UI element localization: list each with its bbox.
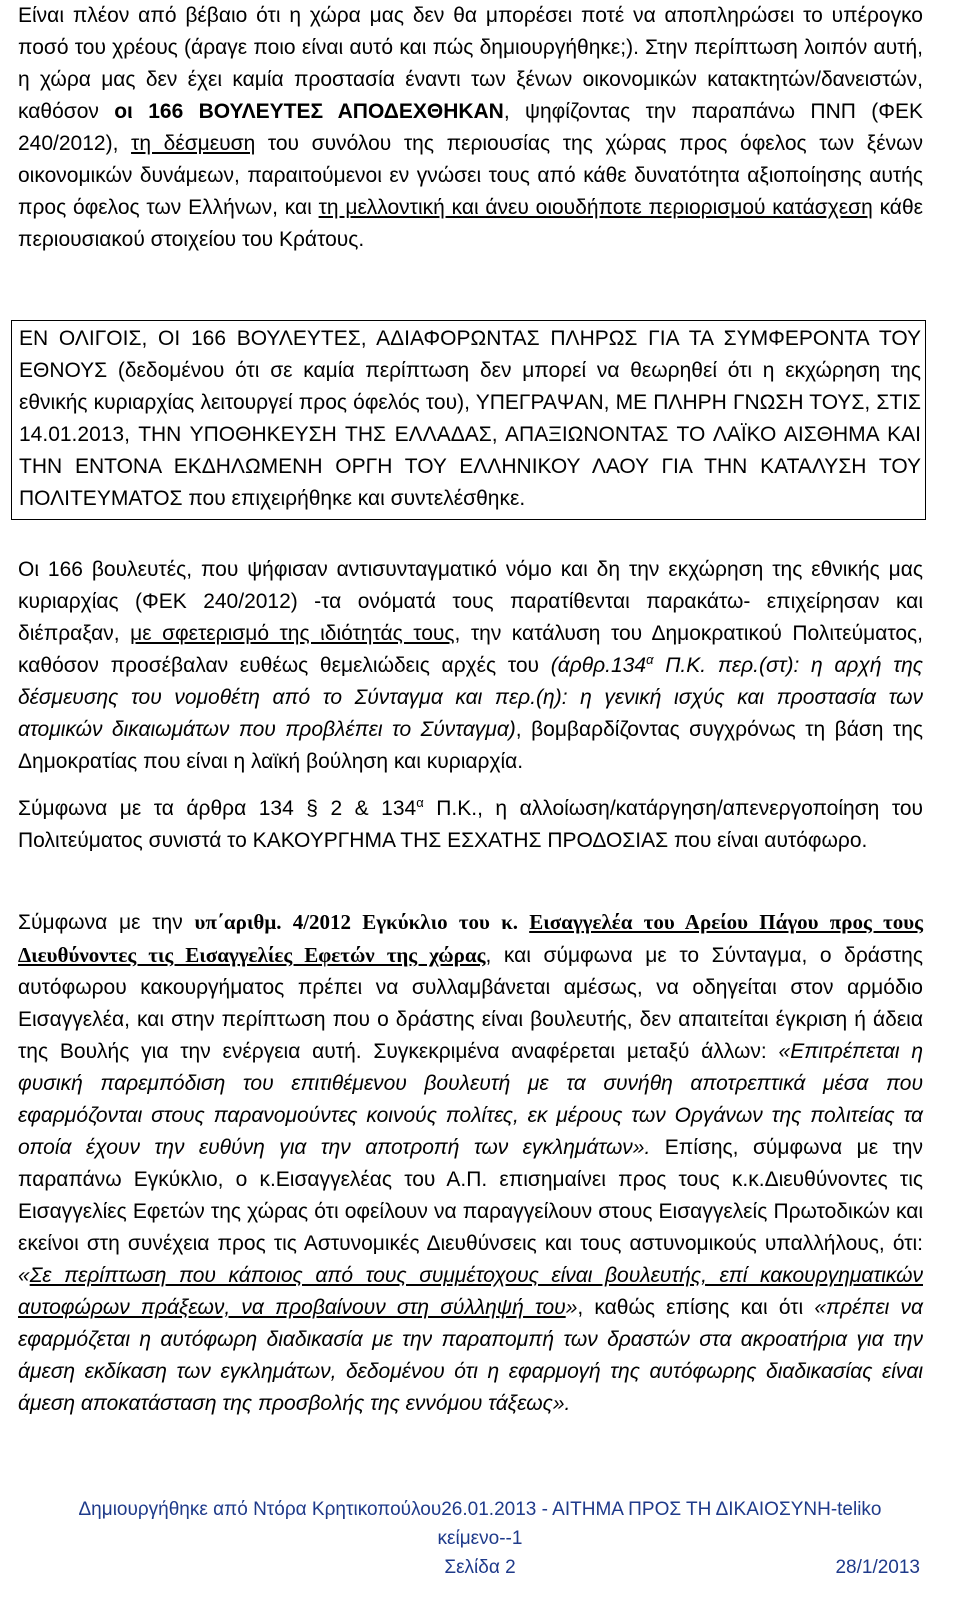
p2-text-c: ΥΠΕΓΡΑΨΑΝ, ΜΕ ΠΛΗΡΗ ΓΝΩΣΗ ΤΟΥΣ, ΣΤΙΣ 14.01.2013, ΤΗΝ ΥΠΟΘΗΚΕΥΣΗ ΤΗΣ ΕΛΛΑΔΑΣ, ΑΠΑΞΙΩΝΟΝΤΑΣ ΤΟ ΛΑΪΚΟ ΑΙΣΘΗΜΑ ΚΑΙ ΤΗΝ ΕΝΤΟΝΑ ΕΚΔΗΛΩΜΕΝΗ ΟΡΓΗ ΤΟΥ ΕΛΛΗΝΙΚΟΥ ΛΑΟΥ ΓΙΑ ΤΗΝ ΚΑΤΑΛΥΣΗ ΤΟΥ ΠΟΛΙΤΕΥΜΑΤΟΣ	[19, 391, 921, 510]
p3-superscript: α	[646, 652, 654, 667]
paragraph-3	[18, 554, 923, 778]
p3-italic-article: (άρθρ.134	[550, 654, 647, 677]
p1-text-g: κάθε περιουσιακού στοιχείου του Κράτους.	[18, 196, 923, 251]
p3-underlined-usurpation: με σφετερισμό της ιδιότητάς τους	[130, 622, 455, 645]
p5-text-a: Σύμφωνα με την	[18, 911, 195, 934]
p4-superscript: α	[416, 795, 424, 810]
paragraph-2	[19, 323, 921, 515]
p5-quote-close: »	[565, 1296, 578, 1319]
p5-bold-circular: υπ΄αριθμ. 4/2012 Εγκύκλιο του κ.	[194, 910, 530, 934]
p2-text-a: ΕΝ ΟΛΙΓΟΙΣ, ΟΙ 166 ΒΟΥΛΕΥΤΕΣ, ΑΔΙΑΦΟΡΩΝΤΑΣ ΠΛΗΡΩΣ ΓΙΑ ΤΑ ΣΥΜΦΕΡΟΝΤΑ ΤΟΥ ΕΘΝΟΥΣ	[19, 327, 921, 382]
p2-text-b: (δεδομένου ότι σε καμία περίπτωση δεν μπορεί να θεωρηθεί ότι η εκχώρηση της εθνικής κυριαρχίας λειτουργεί προς όφελός του),	[19, 359, 921, 414]
p5-text-j: , καθώς επίσης και ότι	[577, 1296, 815, 1319]
p5-italic-quote-2: «πρέπει να εφαρμόζεται η αυτόφωρη διαδικασία με την παραπομπή των δραστών στα ακροατήρια για την άμεση εκδίκαση των εγκλημάτων, δεδομένου ότι η εφαρμογή της αυτόφωρης διαδικασίας είναι άμεση αποκατάσταση της προσβολής της εννόμου τάξεως».	[18, 1296, 923, 1415]
footer-date: 28/1/2013	[835, 1557, 920, 1578]
footer-page-number: Σελίδα 2	[444, 1557, 516, 1578]
p5-italic-quote-1: «Επιτρέπεται η φυσική παρεμπόδιση του επιτιθέμενου βουλευτή με τα συνήθη αποτρεπτικά μέσα που εφαρμόζονται στους παρανομούντες κοινούς πολίτες, εκ μέρους των Οργάνων της πολιτείας τα οποία έχουν την ευθύνη για την αποτροπή των εγκλημάτων».	[18, 1040, 923, 1159]
p5-italic-underlined-quote: Σε περίπτωση που κάποιος από τους συμμέτοχους είναι βουλευτής, επί κακουργηματικών αυτοφώρων πράξεων, να προβαίνουν στη σύλληψή του	[18, 1264, 923, 1319]
p3-text-f: , βομβαρδίζοντας συγχρόνως τη βάση της Δημοκρατίας που είναι η λαϊκή βούληση και κυριαρχία.	[18, 718, 923, 773]
paragraph-5	[18, 906, 923, 1420]
p5-quote-open: «	[18, 1264, 30, 1287]
page-footer	[0, 1495, 960, 1582]
footer-line-1: Δημιουργήθηκε από Ντόρα Κρητικοπούλου26.01.2013 - ΑΙΤΗΜΑ ΠΡΟΣ ΤΗ ΔΙΚΑΙΟΣΥΝΗ-teliko	[78, 1499, 882, 1520]
p1-underlined-seizure: τη μελλοντική και άνευ οιουδήποτε περιορισμού κατάσχεση	[318, 196, 873, 219]
p1-bold-166-mps: οι 166 ΒΟΥΛΕΥΤΕΣ ΑΠΟΔΕΧΘΗΚΑΝ	[114, 100, 504, 123]
p2-text-d: που επιχειρήθηκε και συντελέσθηκε.	[182, 487, 526, 510]
p4-text-b: Π.Κ., η αλλοίωση/κατάργηση/απενεργοποίηση του Πολιτεύματος συνιστά το ΚΑΚΟΥΡΓΗΜΑ ΤΗΣ ΕΣΧΑΤΗΣ ΠΡΟΔΟΣΙΑΣ που είναι αυτόφωρο.	[18, 797, 923, 852]
p5-bold-underlined-prosecutor: Εισαγγελέα του Αρείου Πάγου προς τους Διευθύνοντες τις Εισαγγελίες Εφετών της χώρας	[18, 910, 923, 967]
p5-text-f: Επίσης, σύμφωνα με την παραπάνω Εγκύκλιο, ο κ.Εισαγγελέας του Α.Π. επισημαίνει προς τους κ.κ.Διευθύνοντες τις Εισαγγελίες Εφετών της χώρας ότι οφείλουν να παραγγείλουν στους Εισαγγελείς Πρωτοδικών και εκείνοι στη συνέχεια προς τις Αστυνομικές Διευθύνσεις και τους αστυνομικούς υπαλλήλους, ότι:	[18, 1136, 923, 1255]
p1-text-a: Είναι πλέον από βέβαιο ότι η χώρα μας δεν θα μπορέσει ποτέ να αποπληρώσει το υπέρογκο ποσό του χρέους (άραγε ποιο είναι αυτό και πώς δημιουργήθηκε;). Στην περίπτωση λοιπόν αυτή, η χώρα μας δεν έχει καμία προστασία έναντι των ξένων οικονομικών κατακτητών/δανειστών, καθόσον	[18, 4, 923, 123]
p1-underlined-commitment: τη δέσμευση	[131, 132, 256, 155]
p3-italic-clauses: Π.Κ. περ.(στ): η αρχή της δέσμευσης του νομοθέτη από το Σύνταγμα και περ.(η): η γενική ισχύς και προστασία των ατομικών δικαιωμάτων που προβλέπει το Σύνταγμα)	[18, 654, 923, 741]
p4-text-a: Σύμφωνα με τα άρθρα 134 § 2 & 134	[18, 797, 417, 820]
paragraph-4	[18, 793, 923, 857]
p5-text-d: , και σύμφωνα με το Σύνταγμα, ο δράστης αυτόφωρου κακουργήματος πρέπει να συλλαμβάνεται αμέσως, να οδηγείται στον αρμόδιο Εισαγγελέα, και στην περίπτωση που ο δράστης είναι βουλευτής, δεν απαιτείται έγκριση ή άδεια της Βουλής για την ενέργεια αυτή. Συγκεκριμένα αναφέρεται μεταξύ άλλων:	[18, 944, 923, 1063]
p3-text-c: , την κατάλυση του Δημοκρατικού Πολιτεύματος, καθόσον προσέβαλαν ευθέως θεμελιώδεις αρχές του	[18, 622, 923, 677]
p1-text-c: , ψηφίζοντας την παραπάνω ΠΝΠ (ΦΕΚ 240/2012),	[18, 100, 923, 155]
boxed-summary	[11, 320, 926, 520]
p1-text-e: του συνόλου της περιουσίας της χώρας προς όφελος των ξένων οικονομικών δυνάμεων, παραιτούμενοι εν γνώσει τους από κάθε δυνατότητα αξιοποίησης αυτής προς όφελος των Ελλήνων, και	[18, 132, 923, 219]
paragraph-1	[18, 0, 923, 256]
footer-line-2: κείμενο--1	[437, 1528, 523, 1549]
p3-text-a: Οι 166 βουλευτές, που ψήφισαν αντισυνταγματικό νόμο και δη την εκχώρηση της εθνικής μας κυριαρχίας (ΦΕΚ 240/2012) -τα ονόματά τους παρατίθενται παρακάτω- επιχείρησαν και διέπραξαν,	[18, 558, 923, 645]
